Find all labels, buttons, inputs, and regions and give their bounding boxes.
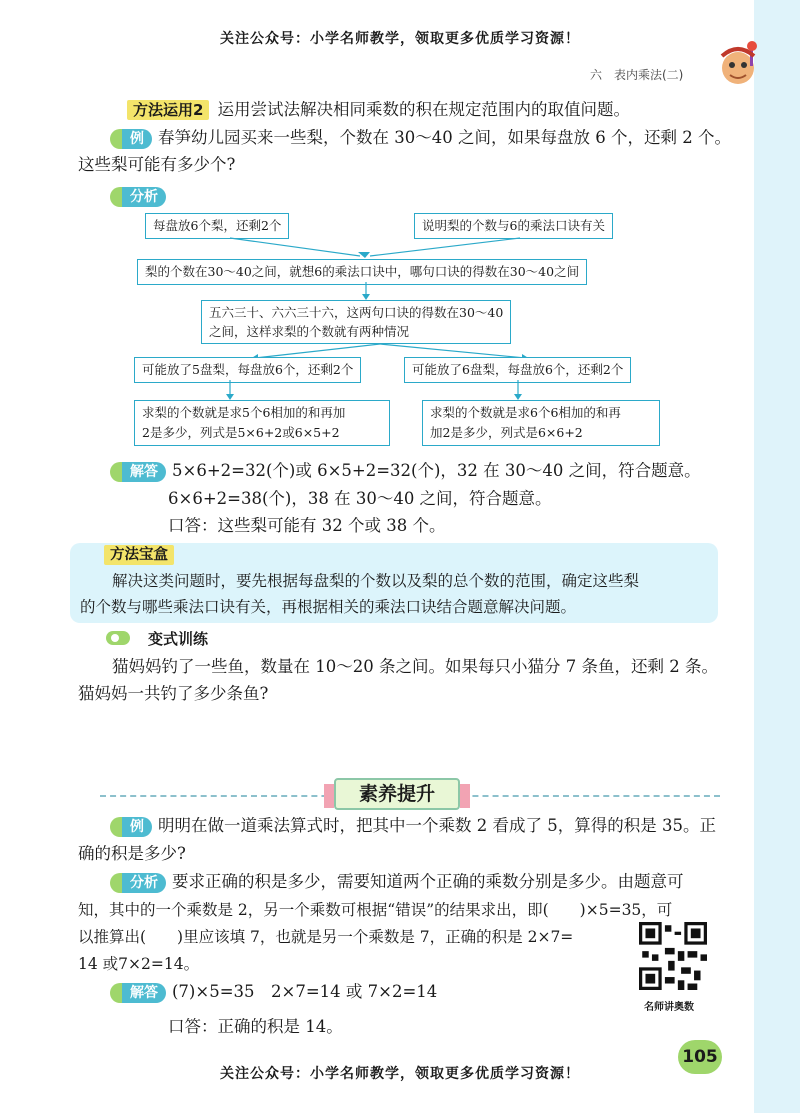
analysis-tag: 分析 (120, 187, 166, 207)
flow-box-5: 可能放了5盘梨，每盘放6个，还剩2个 (134, 357, 361, 383)
treasure-title: 方法宝盒 (104, 545, 174, 565)
practice-icon (106, 631, 130, 645)
practice-line1: 猫妈妈钓了一些鱼，数量在 10～20 条之间。如果每只小猫分 7 条鱼，还剩 2 条。 (112, 657, 718, 676)
answer1-line1: 解答 5×6+2=32(个)或 6×5+2=32(个)，32 在 30～40 之间，符合题意。 (120, 459, 740, 483)
flow-box-2: 说明梨的个数与6的乘法口诀有关 (414, 213, 613, 239)
chapter-label: 六 表内乘法(二) (590, 68, 684, 82)
flow-box-3: 梨的个数在30～40之间，就想6的乘法口诀中，哪句口诀的得数在30～40之间 (137, 259, 587, 285)
answer1-line2: 6×6+2=38(个)，38 在 30～40 之间，符合题意。 (168, 489, 552, 508)
right-decor-band (754, 0, 800, 1113)
answer-tag: 解答 (120, 462, 166, 482)
flow-box-4: 五六三十、六六三十六，这两句口诀的得数在30～40 之间，这样求梨的个数就有两种情况 (201, 300, 511, 344)
example2-tag: 例 (120, 817, 152, 837)
bottom-banner: 关注公众号：小学名师教学，领取更多优质学习资源！ (220, 1066, 580, 1082)
practice-line2: 猫妈妈一共钓了多少条鱼? (78, 684, 269, 703)
analysis2-line4: 14 或7×2=14。 (78, 955, 200, 973)
answer1-line3: 口答：这些梨可能有 32 个或 38 个。 (168, 516, 446, 535)
answer2-line2: 口答：正确的积是 14。 (168, 1017, 343, 1036)
analysis2-line3: 以推算出( )里应该填 7，也就是另一个乘数是 7，正确的积是 2×7= (78, 928, 574, 946)
example2-line1: 例 明明在做一道乘法算式时，把其中一个乘数 2 看成了 5，算得的积是 35。正 (120, 814, 740, 838)
example1-line1: 例 春笋幼儿园买来一些梨，个数在 30～40 之间，如果每盘放 6 个，还剩 2 个。 (120, 126, 740, 150)
analysis2-line2: 知，其中的一个乘数是 2，另一个乘数可根据“错误”的结果求出，即( )×5=35，可 (78, 901, 673, 919)
answer2-tag: 解答 (120, 983, 166, 1003)
example1-line2: 这些梨可能有多少个? (78, 155, 236, 174)
flow-box-8: 求梨的个数就是求6个6相加的和再 加2是多少，列式是6×6+2 (422, 400, 660, 446)
qr-label: 名师讲奥数 (644, 1002, 694, 1013)
analysis2-tag: 分析 (120, 873, 166, 893)
flow-arrow-right (512, 380, 524, 400)
example2-line2: 确的积是多少? (78, 844, 186, 863)
method-line (127, 98, 740, 122)
flow-box-6: 可能放了6盘梨，每盘放6个，还剩2个 (404, 357, 631, 383)
top-banner: 关注公众号：小学名师教学，领取更多优质学习资源！ (220, 31, 580, 47)
flow-arrow-left (224, 380, 236, 400)
practice-title: 变式训练 (148, 630, 209, 648)
mascot-icon (712, 38, 764, 90)
flow-arrows-top (200, 236, 560, 260)
page-number: 105 (678, 1040, 722, 1074)
flow-arrow-mid (360, 282, 372, 300)
analysis2-line1: 分析 要求正确的积是多少，需要知道两个正确的乘数分别是多少。由题意可 (120, 870, 740, 894)
example-tag: 例 (120, 129, 152, 149)
treasure-line1: 解决这类问题时，要先根据每盘梨的个数以及梨的总个数的范围，确定这些梨 (112, 572, 640, 590)
answer2-line1: 解答 (7)×5=35 2×7=14 或 7×2=14 (120, 980, 740, 1004)
flow-box-7: 求梨的个数就是求5个6相加的和再加 2是多少，列式是5×6+2或6×5+2 (134, 400, 390, 446)
treasure-line2: 的个数与哪些乘法口诀有关，再根据相关的乘法口诀结合题意解决问题。 (80, 598, 577, 616)
section-title: 素养提升 (334, 778, 460, 810)
method-tag: 方法运用2 (127, 100, 209, 120)
flow-box-1: 每盘放6个梨，还剩2个 (145, 213, 289, 239)
analysis-row (120, 184, 740, 208)
method-text: 运用尝试法解决相同乘数的积在规定范围内的取值问题。 (217, 100, 630, 119)
